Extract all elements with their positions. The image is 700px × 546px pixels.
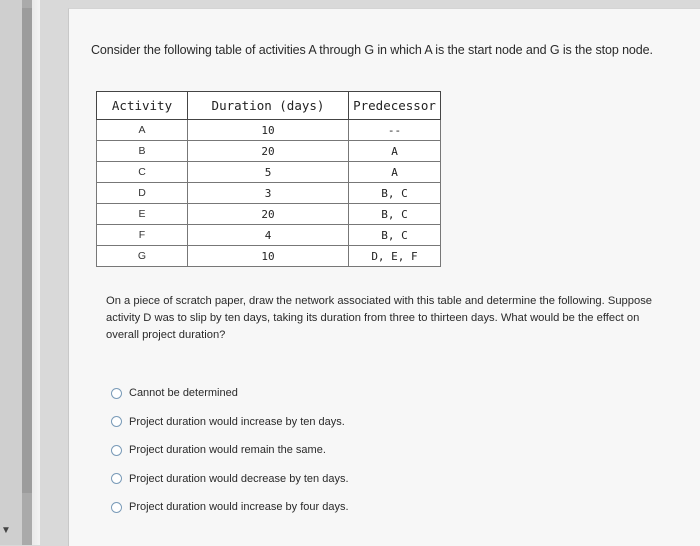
scroll-bar[interactable]: [22, 8, 32, 493]
activity-cell: E: [97, 204, 188, 225]
header-duration: Duration (days): [188, 92, 349, 120]
question-card: [68, 8, 700, 546]
predecessor-cell: D, E, F: [349, 246, 441, 267]
option-label: Project duration would decrease by ten days.: [129, 472, 349, 485]
option-label: Project duration would increase by four days.: [129, 501, 349, 514]
duration-cell: 5: [188, 162, 349, 183]
radio-icon[interactable]: [111, 388, 122, 399]
predecessor-cell: B, C: [349, 183, 441, 204]
table-row: [97, 246, 441, 267]
predecessor-cell: B, C: [349, 204, 441, 225]
option-increase-ten-days[interactable]: [111, 408, 691, 437]
duration-cell: 10: [188, 120, 349, 141]
small-arrow-icon: ▼: [1, 525, 11, 536]
option-remain-same[interactable]: [111, 436, 691, 465]
radio-icon[interactable]: [111, 445, 122, 456]
answer-options: [111, 379, 691, 522]
table-row: [97, 225, 441, 246]
activity-cell: A: [97, 120, 188, 141]
activity-cell: F: [97, 225, 188, 246]
activity-cell: G: [97, 246, 188, 267]
duration-cell: 3: [188, 183, 349, 204]
predecessor-cell: --: [349, 120, 441, 141]
duration-cell: 4: [188, 225, 349, 246]
activity-cell: B: [97, 141, 188, 162]
header-predecessor: Predecessor: [349, 92, 441, 120]
option-label: Project duration would remain the same.: [129, 444, 326, 457]
option-increase-four-days[interactable]: [111, 493, 691, 522]
duration-cell: 10: [188, 246, 349, 267]
scenario-text: On a piece of scratch paper, draw the network associated with this table and determine the following. Suppose activity D was to slip by ten days, taking its duration from three to thirteen days. What would be the effect on overall project duration?: [106, 295, 653, 341]
table-row: [97, 141, 441, 162]
option-decrease-ten-days[interactable]: [111, 465, 691, 494]
header-activity: Activity: [97, 92, 188, 120]
duration-cell: 20: [188, 204, 349, 225]
duration-cell: 20: [188, 141, 349, 162]
predecessor-cell: A: [349, 141, 441, 162]
radio-icon[interactable]: [111, 473, 122, 484]
radio-icon[interactable]: [111, 502, 122, 513]
predecessor-cell: B, C: [349, 225, 441, 246]
activity-table: [96, 91, 441, 267]
table-row: [97, 162, 441, 183]
radio-icon[interactable]: [111, 416, 122, 427]
table-row: [97, 204, 441, 225]
option-label: Project duration would increase by ten days.: [129, 415, 345, 428]
activity-cell: D: [97, 183, 188, 204]
table-row: [97, 120, 441, 141]
question-text: Consider the following table of activities A through G in which A is the start node and G is the stop node.: [91, 43, 653, 57]
activity-cell: C: [97, 162, 188, 183]
option-cannot-be-determined[interactable]: [111, 379, 691, 408]
predecessor-cell: A: [349, 162, 441, 183]
option-label: Cannot be determined: [129, 387, 238, 400]
table-header-row: [97, 92, 441, 120]
table-row: [97, 183, 441, 204]
left-edge-strip: [0, 0, 40, 545]
